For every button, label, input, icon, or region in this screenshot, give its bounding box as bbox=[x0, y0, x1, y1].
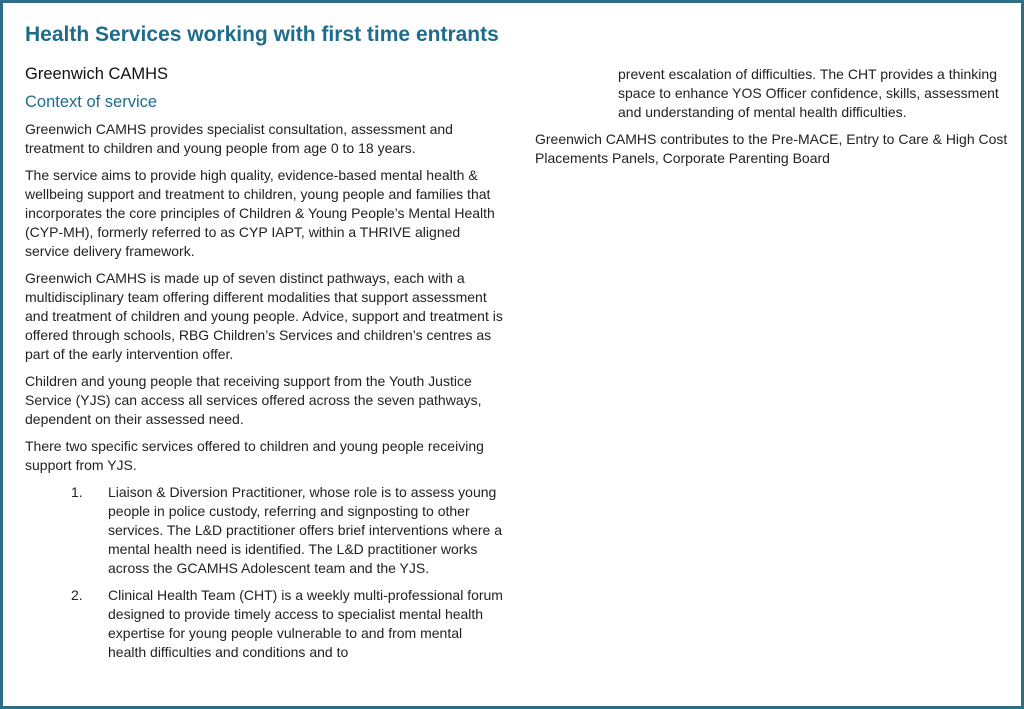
right-column bbox=[535, 65, 1013, 176]
list-item-text: Clinical Health Team (CHT) is a weekly multi-professional forum designed to provide timely access to specialist mental health expertise for young people vulnerable to and from mental health difficulties and conditions and to bbox=[108, 587, 503, 660]
paragraph-yjs-access: Children and young people that receiving support from the Youth Justice Service (YJS) can access all services offered across the seven pathways, dependent on their assessed need. bbox=[25, 373, 482, 427]
list-item bbox=[25, 483, 503, 578]
list-item-text: Liaison & Diversion Practitioner, whose role is to assess young people in police custody, referring and signposting to other services. The L&D practitioner offers brief interventions where a mental health need is identified. The L&D practitioner works across the GCAMHS Adolescent team and the YJS. bbox=[108, 484, 503, 576]
page-title: Health Services working with first time entrants bbox=[25, 23, 499, 46]
list-item-continuation: prevent escalation of difficulties. The CHT provides a thinking space to enhance YOS Officer confidence, skills, assessment and understanding of mental health difficulties. bbox=[618, 66, 999, 120]
services-list bbox=[25, 483, 503, 662]
paragraph-service-aims: The service aims to provide high quality, evidence-based mental health & wellbeing support and treatment to children, young people and families that incorporates the core principles of Children & Young People’s Mental Health (CYP-MH), formerly referred to as CYP IAPT, within a THRIVE aligned service delivery framework. bbox=[25, 167, 495, 259]
paragraph-specific-services: There two specific services offered to children and young people receiving support from YJS. bbox=[25, 438, 484, 473]
paragraph-pathways: Greenwich CAMHS is made up of seven distinct pathways, each with a multidisciplinary team offering different modalities that support assessment and treatment of children and young people. Advice, support and treatment is offered through schools, RBG Children’s Services and children’s centres as part of the early intervention offer. bbox=[25, 270, 503, 362]
list-item bbox=[25, 586, 503, 662]
left-column bbox=[25, 65, 503, 670]
paragraph-intro: Greenwich CAMHS provides specialist consultation, assessment and treatment to children and young people from age 0 to 18 years. bbox=[25, 121, 453, 156]
subtitle: Greenwich CAMHS bbox=[25, 65, 169, 83]
list-number: 2. bbox=[71, 587, 83, 603]
paragraph-contributions: Greenwich CAMHS contributes to the Pre-MACE, Entry to Care & High Cost Placements Panels, Corporate Parenting Board bbox=[535, 131, 1008, 166]
list-number: 1. bbox=[71, 484, 83, 500]
section-heading: Context of service bbox=[25, 93, 158, 111]
